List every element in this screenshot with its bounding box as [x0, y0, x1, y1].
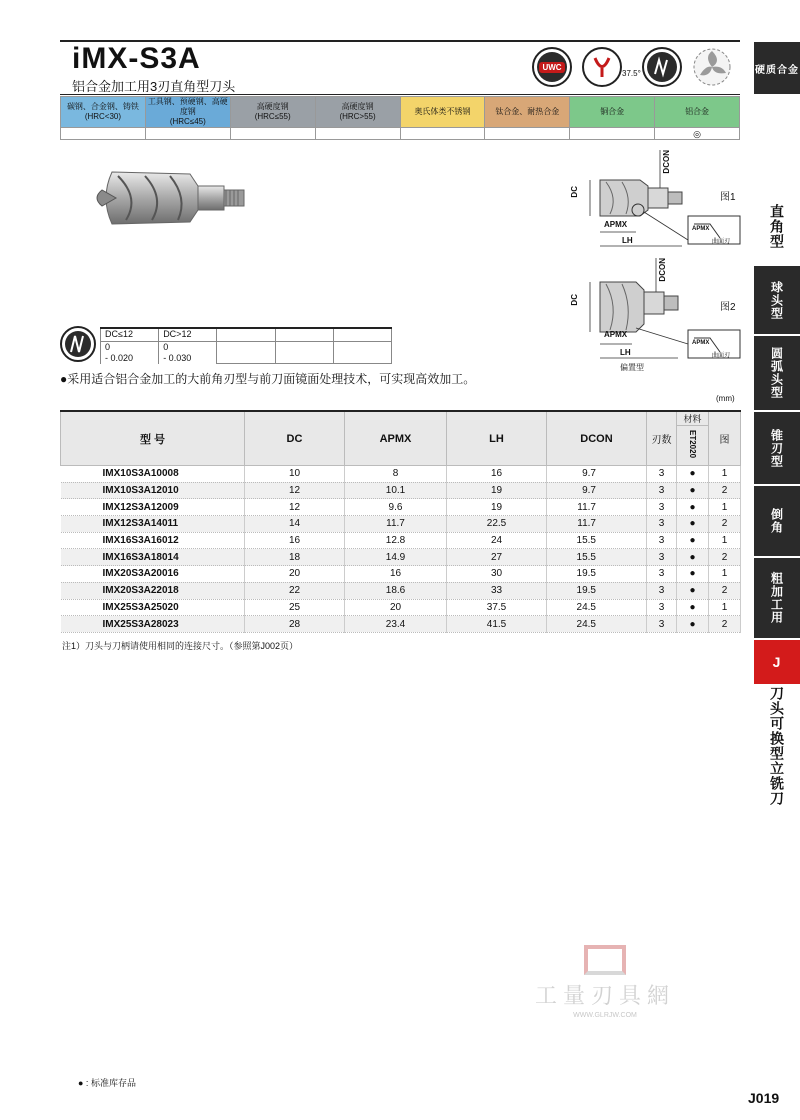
cell-flutes: 3	[647, 582, 677, 599]
table-row	[61, 549, 741, 566]
header-material: 材料	[677, 411, 709, 426]
cell-lh: 24	[447, 532, 547, 549]
fig1-lh-label: LH	[622, 236, 633, 245]
cell-stock: ●	[677, 482, 709, 499]
cell-dc: 16	[245, 532, 345, 549]
cell-figure: 1	[709, 499, 741, 516]
fig1-apmx-label: APMX	[604, 220, 628, 229]
side-tab-modular-endmill[interactable]: 刀头可换型立铣刀	[754, 686, 800, 806]
header-flutes: 刃数	[647, 411, 677, 466]
fig2-label: 图2	[720, 302, 736, 313]
tolerance-header-row	[101, 328, 392, 341]
fig2-dc-label: DC	[570, 294, 579, 306]
footnote: 注1）刀头与刀柄请使用相同的连接尺寸。（参照第J002页）	[62, 641, 299, 651]
material-copper: 铜合金	[570, 97, 655, 128]
cell-dcon: 24.5	[547, 599, 647, 616]
side-tab-section-j[interactable]: J	[754, 640, 800, 684]
cell-apmx: 10.1	[345, 482, 447, 499]
cell-stock: ●	[677, 549, 709, 566]
cell-dc: 18	[245, 549, 345, 566]
material-aluminum: 铝合金	[655, 97, 740, 128]
tolerance-cell	[275, 341, 333, 364]
header-grade: ET2020	[677, 426, 709, 466]
cell-flutes: 3	[647, 482, 677, 499]
tolerance-cell: 0 - 0.020	[101, 341, 159, 364]
cell-model: IMX20S3A20016	[61, 566, 245, 583]
table-row	[61, 566, 741, 583]
cell-figure: 1	[709, 566, 741, 583]
cell-dcon: 11.7	[547, 499, 647, 516]
cell-apmx: 20	[345, 599, 447, 616]
cell-dcon: 15.5	[547, 532, 647, 549]
material-suitability-row	[61, 128, 740, 140]
side-tab-carbide[interactable]: 硬质合金	[754, 42, 800, 94]
material-header-row	[61, 97, 740, 128]
cell-apmx: 12.8	[345, 532, 447, 549]
material-hard-steel-over55: 高硬度钢 (HRC>55)	[315, 97, 400, 128]
cell-apmx: 16	[345, 566, 447, 583]
cell-lh: 41.5	[447, 616, 547, 633]
cell-lh: 22.5	[447, 516, 547, 533]
cell-dc: 28	[245, 616, 345, 633]
unit-label: (mm)	[716, 394, 735, 403]
tolerance-header: DC≤12	[101, 328, 159, 341]
header-model: 型 号	[61, 411, 245, 466]
cell-dc: 12	[245, 482, 345, 499]
cell-model: IMX25S3A25020	[61, 599, 245, 616]
header-lh: LH	[447, 411, 547, 466]
cell-figure: 2	[709, 616, 741, 633]
side-tab-roughing[interactable]: 粗加工用	[754, 558, 800, 638]
side-tab-square[interactable]: 直角型	[754, 188, 800, 264]
cell-lh: 19	[447, 499, 547, 516]
tolerance-table	[100, 327, 392, 364]
fig1-label: 图1	[720, 192, 736, 203]
tolerance-header	[275, 328, 333, 341]
cell-dcon: 9.7	[547, 482, 647, 499]
feature-badges	[532, 47, 742, 89]
cell-model: IMX10S3A12010	[61, 482, 245, 499]
cell-stock: ●	[677, 466, 709, 483]
header-dcon: DCON	[547, 411, 647, 466]
suitability-cell	[315, 128, 400, 140]
watermark-url: WWW.GLRJW.COM	[573, 1012, 637, 1019]
cell-lh: 16	[447, 466, 547, 483]
cell-dcon: 11.7	[547, 516, 647, 533]
spec-table	[60, 410, 741, 633]
table-row	[61, 532, 741, 549]
material-table	[60, 96, 740, 140]
cell-model: IMX12S3A12009	[61, 499, 245, 516]
cell-dc: 10	[245, 466, 345, 483]
watermark	[530, 945, 680, 1019]
cell-flutes: 3	[647, 499, 677, 516]
cell-model: IMX12S3A14011	[61, 516, 245, 533]
cell-stock: ●	[677, 516, 709, 533]
cell-lh: 30	[447, 566, 547, 583]
cell-flutes: 3	[647, 549, 677, 566]
suitability-cell: ◎	[655, 128, 740, 140]
tolerance-cell	[333, 341, 391, 364]
cell-flutes: 3	[647, 516, 677, 533]
tolerance-value-row	[101, 341, 392, 364]
cell-apmx: 14.9	[345, 549, 447, 566]
tool-photo	[90, 158, 250, 238]
page-number: J019	[748, 1090, 780, 1106]
cell-apmx: 23.4	[345, 616, 447, 633]
cell-dc: 14	[245, 516, 345, 533]
fig2-callout-edge: 曲面刃	[712, 353, 731, 359]
page-subtitle: 铝合金加工用3刃直角型刀头	[72, 79, 236, 94]
cell-model: IMX20S3A22018	[61, 582, 245, 599]
diagram-fig1	[570, 150, 745, 260]
cell-figure: 2	[709, 549, 741, 566]
fig1-dc-label: DC	[570, 186, 579, 198]
cell-lh: 33	[447, 582, 547, 599]
cell-model: IMX25S3A28023	[61, 616, 245, 633]
fig2-lh-label: LH	[620, 348, 631, 357]
fig1-callout-apmx: APMX	[692, 226, 710, 232]
side-tab-chamfer[interactable]: 倒角	[754, 486, 800, 556]
cell-apmx: 9.6	[345, 499, 447, 516]
suitability-cell	[485, 128, 570, 140]
cell-dcon: 9.7	[547, 466, 647, 483]
cell-dc: 22	[245, 582, 345, 599]
table-row	[61, 582, 741, 599]
cell-dcon: 19.5	[547, 582, 647, 599]
helix-angle-value: 37.5°	[622, 69, 641, 78]
watermark-text: 工量刃具網	[534, 983, 675, 1008]
header-divider	[60, 94, 740, 95]
material-stainless: 奥氏体类不锈钢	[400, 97, 485, 128]
fig2-apmx-label: APMX	[604, 330, 628, 339]
cell-stock: ●	[677, 582, 709, 599]
cell-stock: ●	[677, 499, 709, 516]
fig1-callout-edge: 曲面刃	[712, 239, 731, 245]
stock-legend: ● : 标准库存品	[78, 1078, 136, 1088]
cell-lh: 37.5	[447, 599, 547, 616]
cell-dcon: 15.5	[547, 549, 647, 566]
cell-flutes: 3	[647, 566, 677, 583]
tolerance-header	[217, 328, 275, 341]
watermark-logo-icon	[584, 945, 626, 975]
material-carbon-steel: 碳钢、合金钢、铸铁 (HRC<30)	[61, 97, 146, 128]
cell-stock: ●	[677, 566, 709, 583]
cell-figure: 2	[709, 582, 741, 599]
table-row	[61, 499, 741, 516]
cell-dc: 20	[245, 566, 345, 583]
cell-model: IMX10S3A10008	[61, 466, 245, 483]
table-row	[61, 616, 741, 633]
cell-figure: 2	[709, 516, 741, 533]
cell-figure: 1	[709, 466, 741, 483]
suitability-cell	[61, 128, 146, 140]
material-titanium: 钛合金、耐热合金	[485, 97, 570, 128]
fig1-dcon-label: DCON	[662, 150, 671, 174]
cell-lh: 27	[447, 549, 547, 566]
side-tab-ball[interactable]: 球头型	[754, 266, 800, 334]
table-row	[61, 482, 741, 499]
cell-figure: 1	[709, 532, 741, 549]
cell-dcon: 24.5	[547, 616, 647, 633]
suitability-cell	[145, 128, 230, 140]
tolerance-icon	[60, 326, 96, 362]
suitability-cell	[230, 128, 315, 140]
cell-flutes: 3	[647, 616, 677, 633]
suitability-cell	[570, 128, 655, 140]
cell-dcon: 19.5	[547, 566, 647, 583]
cell-lh: 19	[447, 482, 547, 499]
cell-dc: 12	[245, 499, 345, 516]
cell-stock: ●	[677, 616, 709, 633]
helix-angle-icon	[582, 47, 622, 87]
feature-description: ●采用适合铝合金加工的大前角刃型与前刀面镜面处理技术，可实现高效加工。	[60, 372, 476, 386]
header-apmx: APMX	[345, 411, 447, 466]
cell-dc: 25	[245, 599, 345, 616]
spec-table-body	[61, 466, 741, 633]
table-row	[61, 466, 741, 483]
fig2-callout-apmx: APMX	[692, 340, 710, 346]
uwc-label: UWC	[539, 62, 564, 73]
cell-apmx: 8	[345, 466, 447, 483]
header-figure: 图	[709, 411, 741, 466]
tolerance-cell: 0 - 0.030	[159, 341, 217, 364]
side-tab-radius[interactable]: 圆弧头型	[754, 336, 800, 410]
tolerance-header: DC>12	[159, 328, 217, 341]
table-row	[61, 516, 741, 533]
material-tool-steel: 工具钢、预硬钢、高硬度钢 (HRC≤45)	[145, 97, 230, 128]
fig2-caption: 偏置型	[620, 363, 644, 372]
page-title: iMX-S3A	[72, 42, 201, 75]
fig2-dcon-label: DCON	[658, 258, 667, 282]
suitability-cell	[400, 128, 485, 140]
cell-flutes: 3	[647, 532, 677, 549]
cell-model: IMX16S3A18014	[61, 549, 245, 566]
cell-figure: 2	[709, 482, 741, 499]
cell-apmx: 18.6	[345, 582, 447, 599]
material-hard-steel-55: 高硬度钢 (HRC≤55)	[230, 97, 315, 128]
cell-stock: ●	[677, 599, 709, 616]
flute-shape-icon	[642, 47, 682, 87]
header-dc: DC	[245, 411, 345, 466]
cross-section-icon	[692, 47, 732, 87]
cell-flutes: 3	[647, 599, 677, 616]
diagram-fig2	[570, 258, 745, 373]
side-tab-taper[interactable]: 锥刃型	[754, 412, 800, 484]
cell-flutes: 3	[647, 466, 677, 483]
cell-apmx: 11.7	[345, 516, 447, 533]
uwc-coating-icon	[532, 47, 572, 87]
cell-model: IMX16S3A16012	[61, 532, 245, 549]
cell-stock: ●	[677, 532, 709, 549]
tolerance-cell	[217, 341, 275, 364]
cell-figure: 1	[709, 599, 741, 616]
tolerance-header	[333, 328, 391, 341]
table-row	[61, 599, 741, 616]
